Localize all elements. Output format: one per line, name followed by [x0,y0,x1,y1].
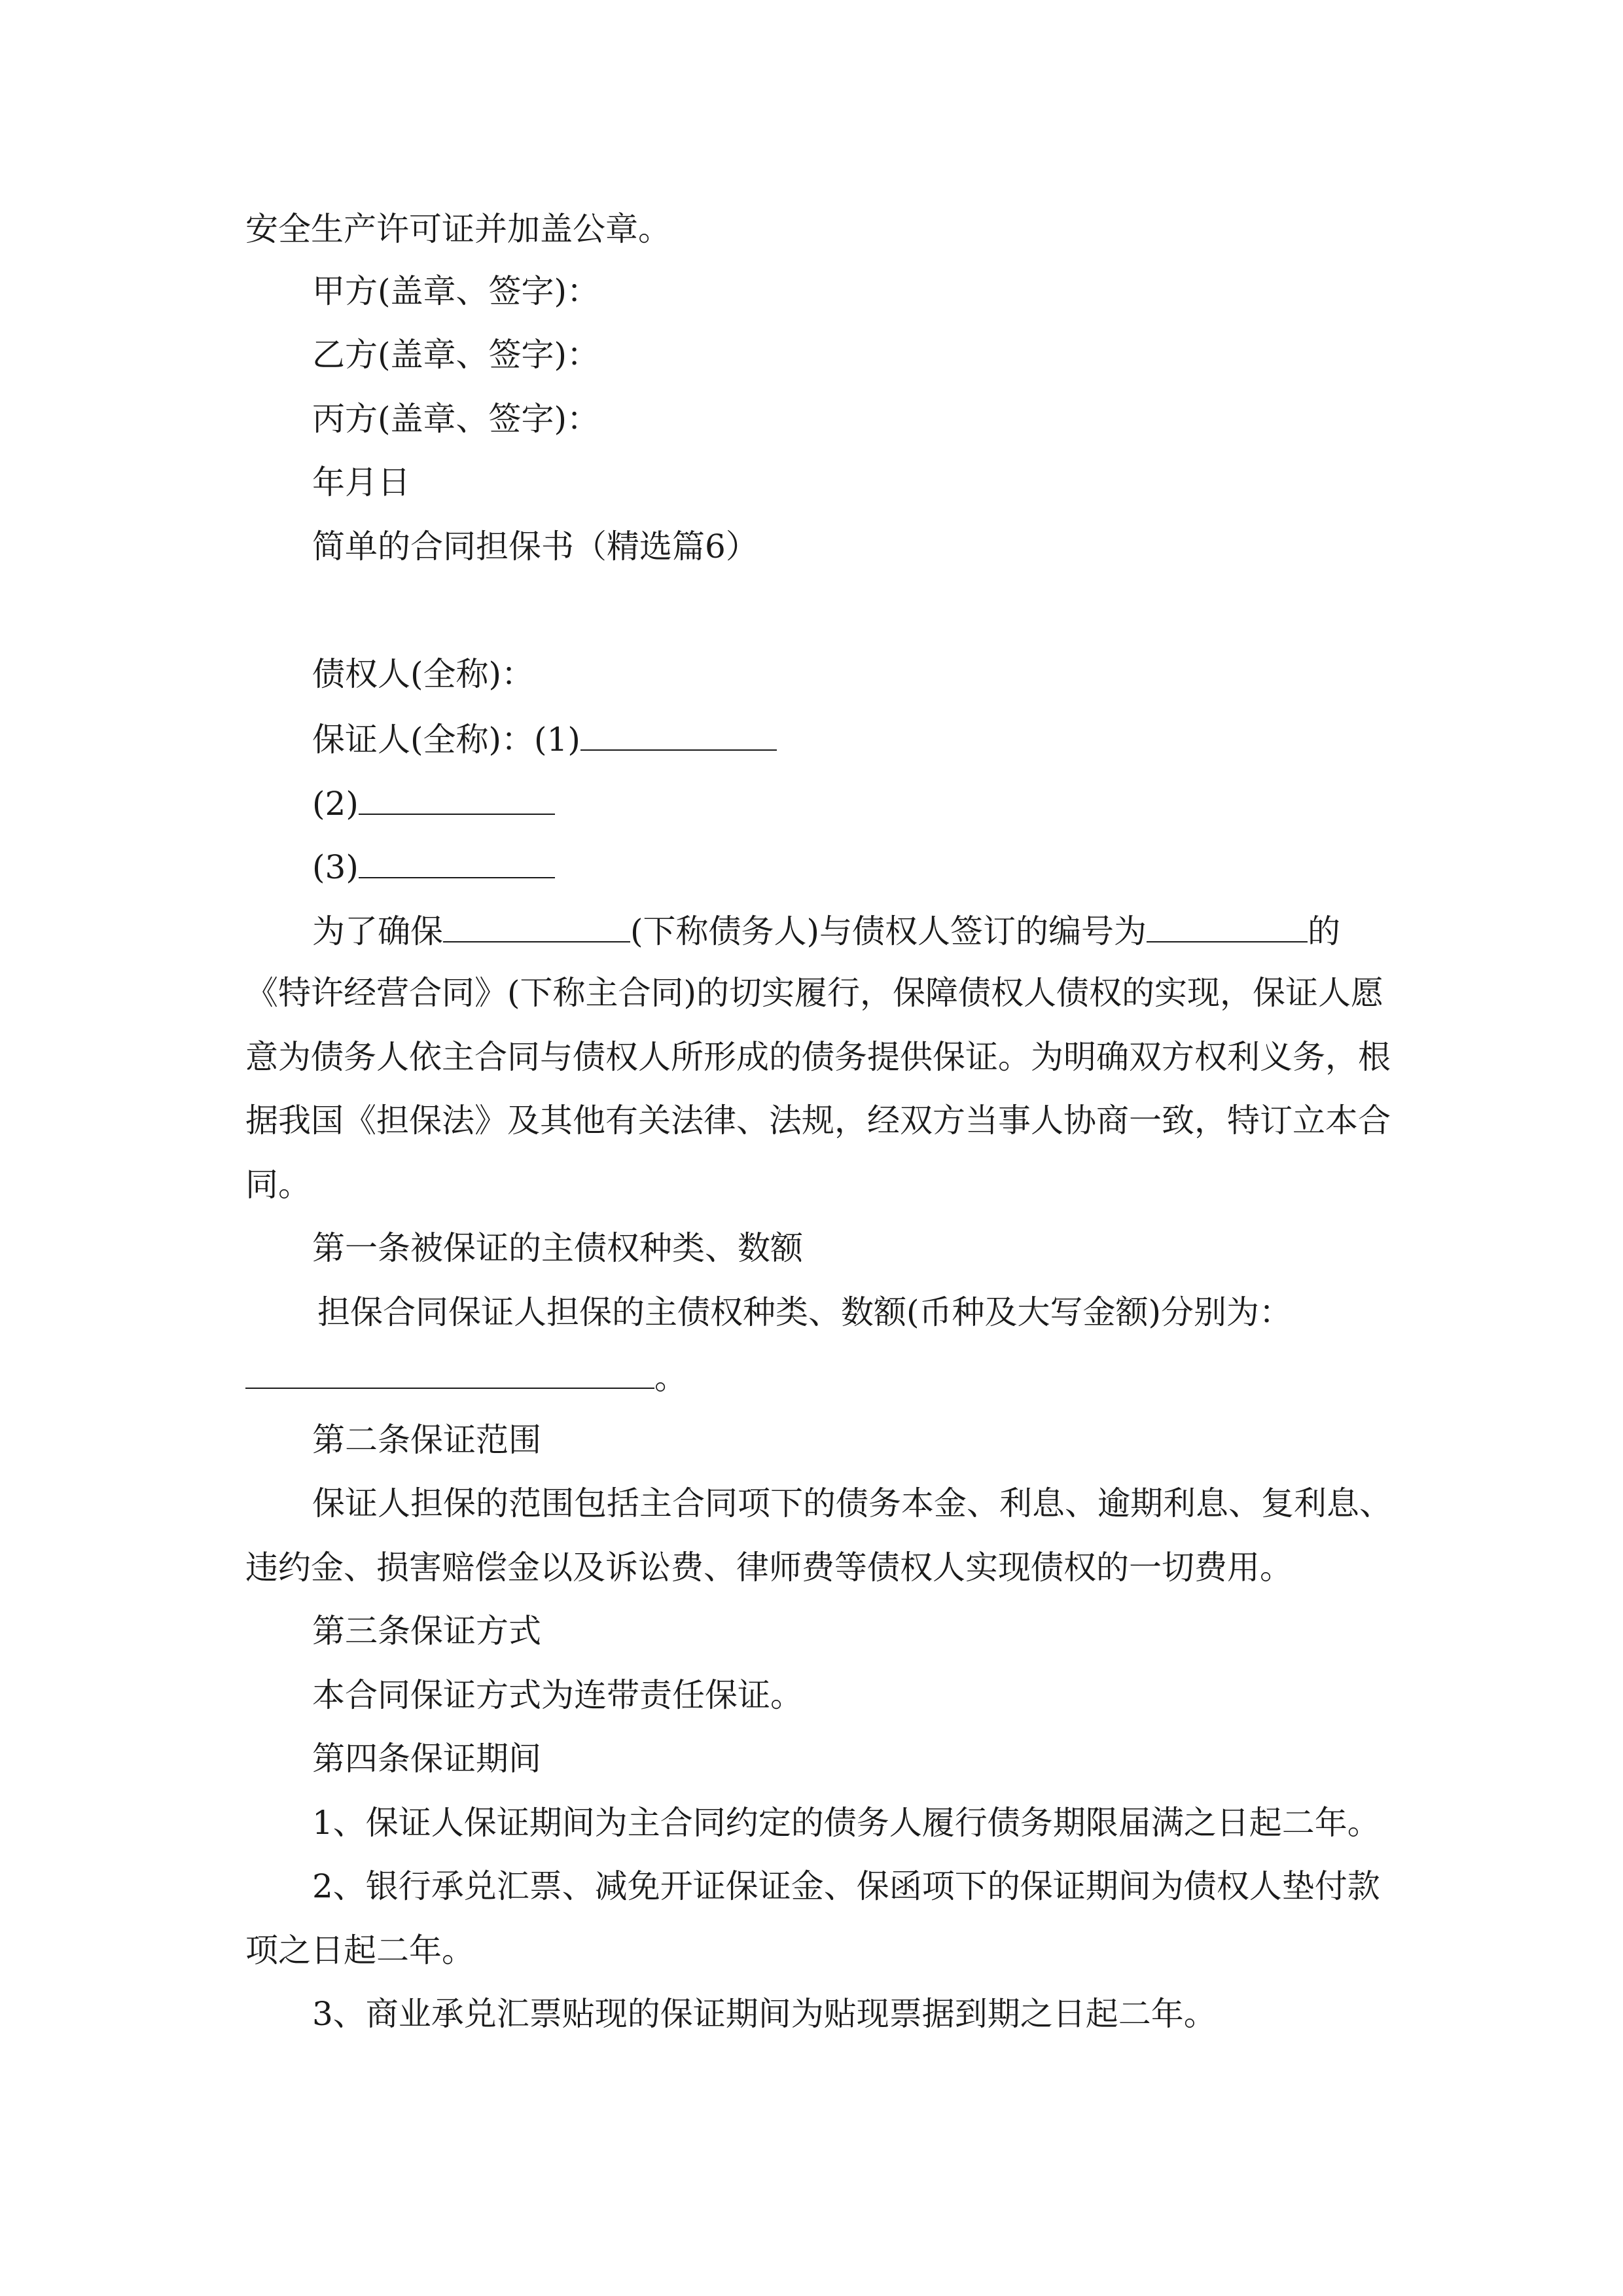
blank-field [580,718,777,751]
section-title: 简单的合同担保书（精选篇6） [312,528,758,565]
guarantor-line-1: 保证人(全称)：(1) [312,718,777,759]
paragraph-line: 1、保证人保证期间为主合同约定的债务人履行债务期限届满之日起二年。 [312,1804,1380,1842]
paragraph-line: 保证人担保的范围包括主合同项下的债务本金、利息、逾期利息、复利息、 [312,1484,1392,1522]
paragraph-line: 担保合同保证人担保的主债权种类、数额(币种及大写金额)分别为： [317,1293,1293,1331]
paragraph-line: 。 [245,1356,687,1397]
blank-field [359,782,555,815]
paragraph-line: 3、商业承兑汇票贴现的保证期间为贴现票据到期之日起二年。 [312,1995,1217,2033]
paragraph-line: 据我国《担保法》及其他有关法律、法规，经双方当事人协商一致，特订立本合 [245,1102,1391,1139]
party-c-signature-line: 丙方(盖章、签字)： [312,400,600,438]
party-b-signature-line: 乙方(盖章、签字)： [312,336,600,374]
article-heading: 第二条保证范围 [312,1421,541,1459]
blank-field [245,1356,654,1389]
paragraph-line: 项之日起二年。 [245,1931,474,1969]
article-heading: 第三条保证方式 [312,1612,541,1650]
paragraph-line: 《特许经营合同》(下称主合同)的切实履行，保障债权人债权的实现，保证人愿 [245,974,1384,1012]
paragraph-line: 意为债务人依主合同与债权人所形成的债务提供保证。为明确双方权利义务，根 [245,1038,1391,1076]
article-heading: 第一条被保证的主债权种类、数额 [312,1229,803,1267]
guarantor-line-2: (2) [312,782,555,823]
paragraph-line: 同。 [245,1166,311,1204]
date-line: 年月日 [312,463,410,501]
paragraph-line: 安全生产许可证并加盖公章。 [245,210,671,248]
blank-field [1147,910,1308,942]
paragraph-line: 违约金、损害赔偿金以及诉讼费、律师费等债权人实现债权的一切费用。 [245,1549,1293,1587]
paragraph-line: 为了确保 (下称债务人)与债权人签订的编号为 的 [312,910,1340,951]
party-a-signature-line: 甲方(盖章、签字)： [312,272,600,310]
article-heading: 第四条保证期间 [312,1740,541,1778]
blank-field [359,846,555,878]
guarantor-line-3: (3) [312,846,555,887]
creditor-line: 债权人(全称)： [312,655,535,693]
paragraph-line: 本合同保证方式为连带责任保证。 [312,1676,803,1714]
blank-field [443,910,630,942]
paragraph-line: 2、银行承兑汇票、减免开证保证金、保函项下的保证期间为债权人垫付款 [312,1867,1380,1905]
